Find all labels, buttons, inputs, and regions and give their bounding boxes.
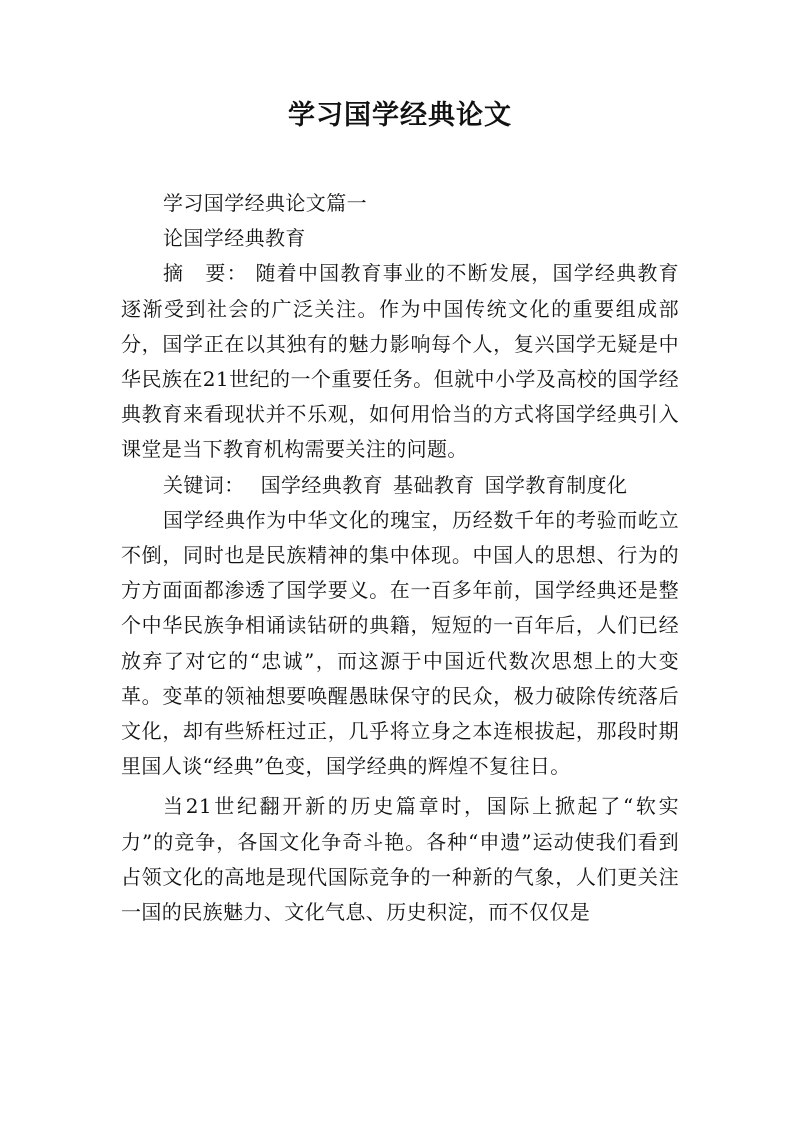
section-heading: 学习国学经典论文篇一: [163, 191, 367, 215]
body-paragraph: 当21世纪翻开新的历史篇章时，国际上掀起了“软实力”的竞争，各国文化争奇斗艳。各种“申遗”运动使我们看到占领文化的高地是现代国际竞争的一种新的气象，人们更关注一国的民族魅力、文化气息、历史积淀，而不仅仅是: [121, 794, 679, 925]
abstract-text: 随着中国教育事业的不断发展，国学经典教育逐渐受到社会的广泛关注。作为中国传统文化的重要组成部分，国学正在以其独有的魅力影响每个人，复兴国学无疑是中华民族在21世纪的一个重要任务。但就中小学及高校的国学经典教育来看现状并不乐观，如何用恰当的方式将国学经典引入课堂是当下教育机构需要关注的问题。: [121, 261, 679, 462]
keyword-item: 基础教育: [393, 472, 475, 497]
keywords-line: [121, 468, 679, 503]
keyword-item: 国学教育制度化: [484, 472, 628, 497]
article-title: 论国学经典教育: [163, 226, 306, 251]
document-title: 学习国学经典论文: [288, 100, 512, 131]
abstract-paragraph: [121, 256, 679, 467]
keywords-label: 关键词：: [163, 472, 245, 497]
abstract-label: 摘 要：: [163, 261, 248, 286]
keyword-item: 国学经典教育: [260, 472, 384, 497]
body-paragraph: 国学经典作为中华文化的瑰宝，历经数千年的考验而屹立不倒，同时也是民族精神的集中体现。中国人的思想、行为的方方面面都渗透了国学要义。在一百多年前，国学经典还是整个中华民族争相诵读钻研的典籍，短短的一百年后，人们已经放弃了对它的“忠诚”，而这源于中国近代数次思想上的大变革。变革的领袖想要唤醒愚昧保守的民众，极力破除传统落后文化，却有些矫枉过正，几乎将立身之本连根拔起，那段时期里国人谈“经典”色变，国学经典的辉煌不复往日。: [121, 507, 679, 779]
document-body: [121, 186, 679, 930]
